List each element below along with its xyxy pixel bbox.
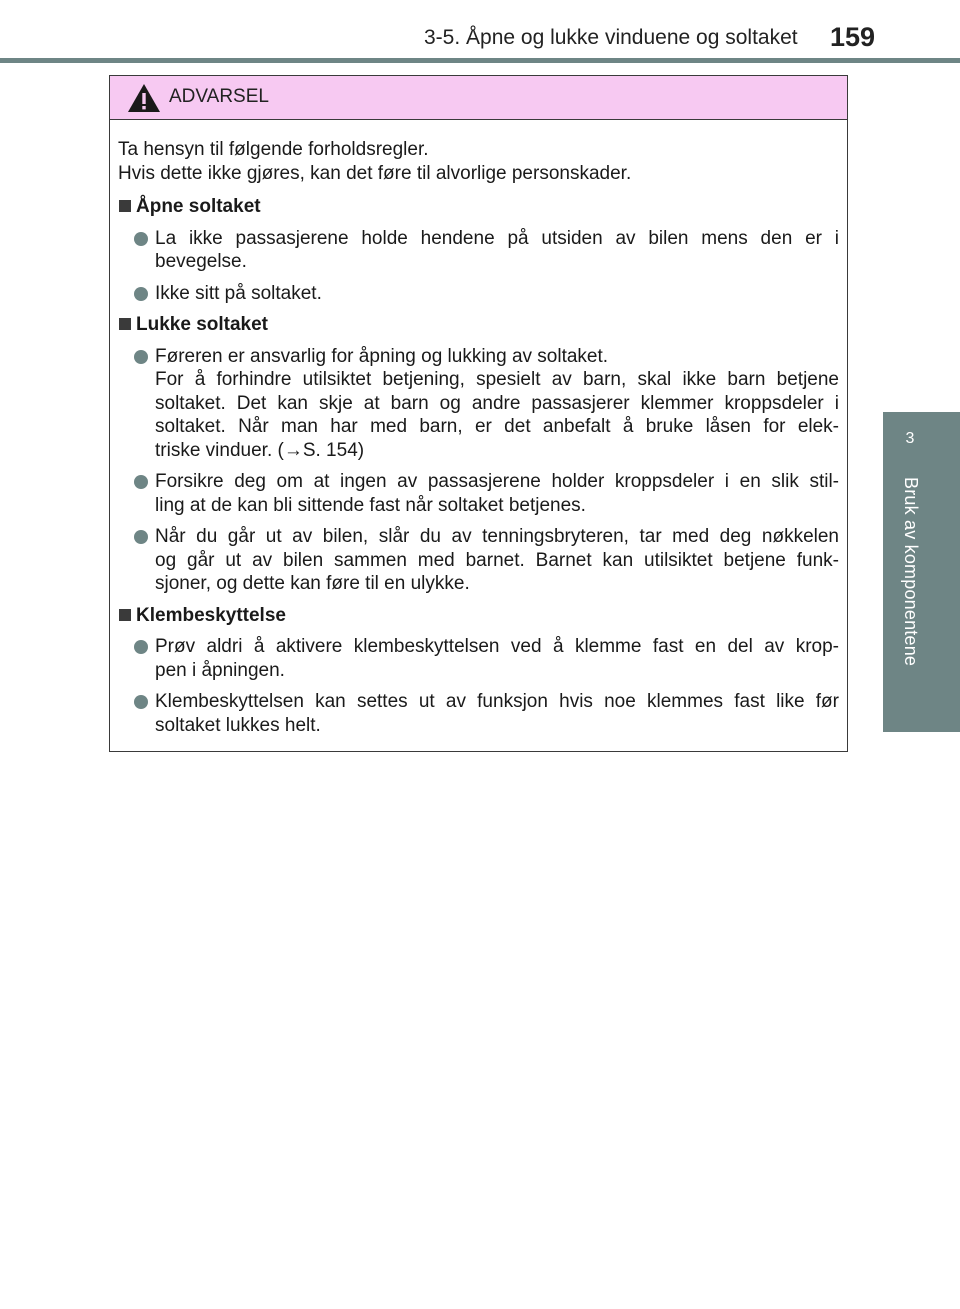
list-item <box>118 470 839 517</box>
item-line: La ikke passasjerene holde hendene på utsiden av bilen mens den er i <box>155 227 839 249</box>
chapter-side-tab <box>883 412 960 732</box>
list-item <box>118 690 839 737</box>
list-item <box>118 635 839 682</box>
page-number: 159 <box>830 22 876 52</box>
list-item <box>118 525 839 596</box>
list-item <box>118 345 839 463</box>
item-line: Prøv aldri å aktivere klembeskyttelsen ved å klemme fast en del av krop- <box>155 636 839 657</box>
subsection-title-text: Åpne soltaket <box>136 196 261 217</box>
bullet-dot-icon <box>134 232 148 246</box>
section-title: 3-5. Åpne og lukke vinduene og soltaket <box>424 26 798 49</box>
square-bullet-icon <box>119 200 131 212</box>
subsection-title-text: Lukke soltaket <box>136 314 268 335</box>
square-bullet-icon <box>119 609 131 621</box>
item-line: Føreren er ansvarlig for åpning og lukking av soltaket. <box>155 345 609 367</box>
chapter-number: 3 <box>905 430 915 447</box>
list-item <box>118 282 839 306</box>
header-rule <box>0 58 960 63</box>
item-line: bevegelse. <box>155 251 247 272</box>
item-line: ling at de kan bli sittende fast når soltaket betjenes. <box>155 494 586 516</box>
item-line: Ikke sitt på soltaket. <box>155 282 322 304</box>
subsection-title <box>118 604 839 628</box>
subsection-title <box>118 195 839 219</box>
list-item <box>118 227 839 274</box>
warning-header <box>110 76 847 120</box>
item-line: pen i åpningen. <box>155 659 285 681</box>
chapter-label: Bruk av komponentene <box>901 477 921 667</box>
square-bullet-icon <box>119 318 131 330</box>
intro-line: Hvis dette ikke gjøres, kan det føre til alvorlige personskader. <box>118 162 632 184</box>
subsection-title <box>118 313 839 337</box>
bullet-dot-icon <box>134 640 148 654</box>
intro-line: Ta hensyn til følgende forholdsregler. <box>118 139 429 160</box>
bullet-dot-icon <box>134 287 148 301</box>
item-line: Når du går ut av bilen, slår du av tenningsbryteren, tar med deg nøkkelen <box>155 526 839 547</box>
item-line: sjoner, og dette kan føre til en ulykke. <box>155 573 470 594</box>
item-line: og går ut av bilen sammen med barnet. Barnet kan utilsiktet betjene funk- <box>155 549 839 571</box>
item-line: For å forhindre utilsiktet betjening, spesielt av barn, skal ikke barn betjene <box>155 369 839 390</box>
bullet-dot-icon <box>134 695 148 709</box>
warning-box <box>109 75 848 752</box>
item-line: Forsikre deg om at ingen av passasjerene holder kroppsdeler i en slik stil- <box>155 471 839 492</box>
item-line: soltaket lukkes helt. <box>155 714 321 736</box>
item-line: soltaket. Når man har med barn, er det anbefalt å bruke låsen for elek- <box>155 416 839 437</box>
warning-body <box>110 120 847 737</box>
item-line: triske vinduer. (→S. 154) <box>155 439 365 461</box>
bullet-dot-icon <box>134 530 148 544</box>
warning-intro <box>118 138 839 185</box>
bullet-dot-icon <box>134 350 148 364</box>
item-line: soltaket. Det kan skje at barn og andre passasjerer klemmer kroppsdeler i <box>155 392 839 414</box>
warning-title: ADVARSEL <box>169 86 269 107</box>
bullet-dot-icon <box>134 475 148 489</box>
subsection-title-text: Klembeskyttelse <box>136 604 286 626</box>
item-line: Klembeskyttelsen kan settes ut av funksjon hvis noe klemmes fast like før <box>155 691 839 712</box>
warning-triangle-icon <box>126 82 162 114</box>
